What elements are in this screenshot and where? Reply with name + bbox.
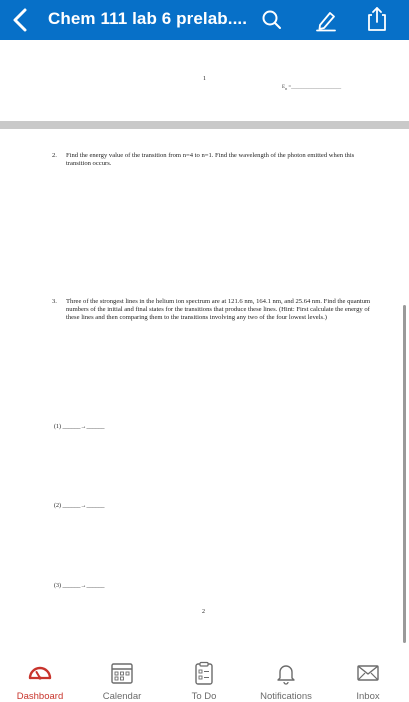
tab-label: Dashboard [16,691,64,702]
tab-label: Notifications [260,691,312,702]
search-button[interactable] [259,7,285,33]
scrollbar[interactable] [403,305,406,643]
top-app-bar [0,0,409,40]
question-3 [52,298,380,323]
calendar-icon [109,660,135,686]
answer-line-1: (1) ______→______ [54,424,105,430]
share-button[interactable] [364,5,390,31]
search-icon [259,7,285,33]
dashboard-icon [27,660,53,686]
question-number: 3. [52,298,57,305]
answer-line-2: (2) ______→______ [54,503,105,509]
tab-label: Inbox [356,691,380,702]
annotate-button[interactable] [313,7,339,33]
chevron-left-icon [8,6,34,34]
back-button[interactable] [8,6,34,34]
document-title: Chem 111 lab 6 prelab.... [48,9,248,28]
tab-dashboard[interactable] [0,656,80,700]
energy-answer-line: $E_n$ =____________________ [282,85,342,91]
pen-icon [313,7,339,33]
tab-inbox[interactable] [328,656,408,700]
share-icon [364,5,390,33]
answer-line-3: (3) ______→______ [54,583,105,589]
bell-icon [273,660,299,686]
inbox-icon [355,660,381,686]
question-2 [52,152,380,168]
tab-label: To Do [191,691,217,702]
tab-label: Calendar [102,691,142,702]
tab-to-do[interactable] [164,656,244,700]
tab-notifications[interactable] [246,656,326,700]
bottom-tab-bar [0,656,409,700]
question-text: Find the energy value of the transition from n=4 to n=1. Find the wavelength of the photon emitted when this transition occurs. [66,152,355,168]
question-text: Three of the strongest lines in the helium ion spectrum are at 121.6 nm, 164.1 nm, and 25.64 nm. Find the quantum numbers of the initial and final states for the transitions that produce these lines. (Hint: First calculate the energy of these lines and then comparing them to the transitions involving any two of the four lowest levels.) [66,298,371,322]
todo-icon [191,660,217,686]
page-number: 2 [202,609,205,615]
page-number: 1 [203,76,206,82]
page-separator [0,121,409,129]
question-number: 2. [52,152,57,159]
tab-calendar[interactable] [82,656,162,700]
